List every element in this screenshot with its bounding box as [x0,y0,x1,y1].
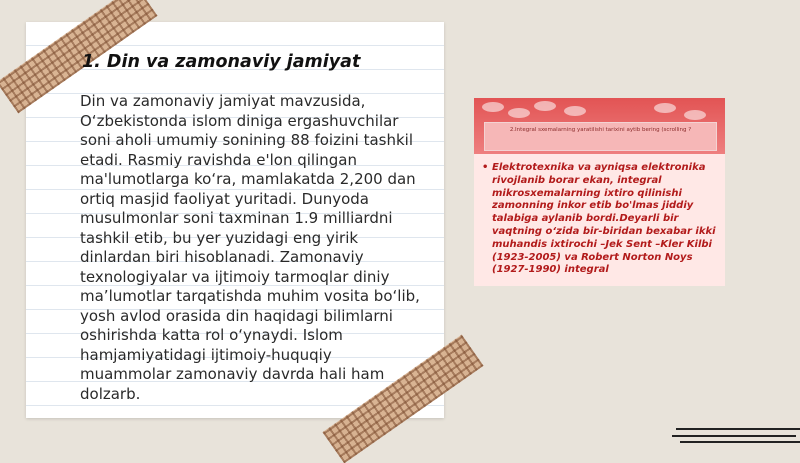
bullet-dot-icon: • [482,162,489,173]
slide-subtitle: 2.Integral sxemalarning yaratilishi tarixini aytib bering (scrolling ? [484,122,717,151]
slide-bullet [482,162,717,277]
decorative-line [676,428,800,430]
decorative-line [672,435,796,437]
decorative-line [680,441,800,443]
slide-bullet-text: Elektrotexnika va ayniqsa elektronika rivojlanib borar ekan, integral mikrosxemalarning ixtiro qilinishi zamonning inkor etib bo'lmas jiddiy talabiga aylanib bordi.Deyarli bir vaqtning o‘zida bir-biridan bexabar ikki muhandis ixtirochi –Jek Sent –Kler Kilbi (1923-2005) va Robert Norton Noys (1927-1990) integral [492,162,716,276]
slide-thumbnail-image [474,98,725,286]
note-heading: 1. Din va zamonaviy jamiyat [82,52,361,72]
note-paragraph: Din va zamonaviy jamiyat mavzusida, O‘zbekistonda islom diniga ergashuvchilar soni aholi umumiy sonining 88 foizini tashkil etadi. Rasmiy ravishda e'lon qilingan ma'lumotlarga ko‘ra, mamlakatda 2,200 dan ortiq masjid faoliyat yuritadi. Dunyoda musulmonlar soni taxminan 1.9 milliardni tashkil etib, bu yer yuzidagi eng yirik dinlardan biri hisoblanadi. Zamonaviy texnologiyalar va ijtimoiy tarmoqlar diniy ma’lumotlar tarqatishda muhim vosita bo‘lib, yosh avlod orasida din haqidagi bilimlarni oshirishda katta rol o‘ynaydi. Islom hamjamiyatidagi ijtimoiy-huquqiy muammolar zamonaviy davrda hali ham dolzarb. [80,92,420,403]
